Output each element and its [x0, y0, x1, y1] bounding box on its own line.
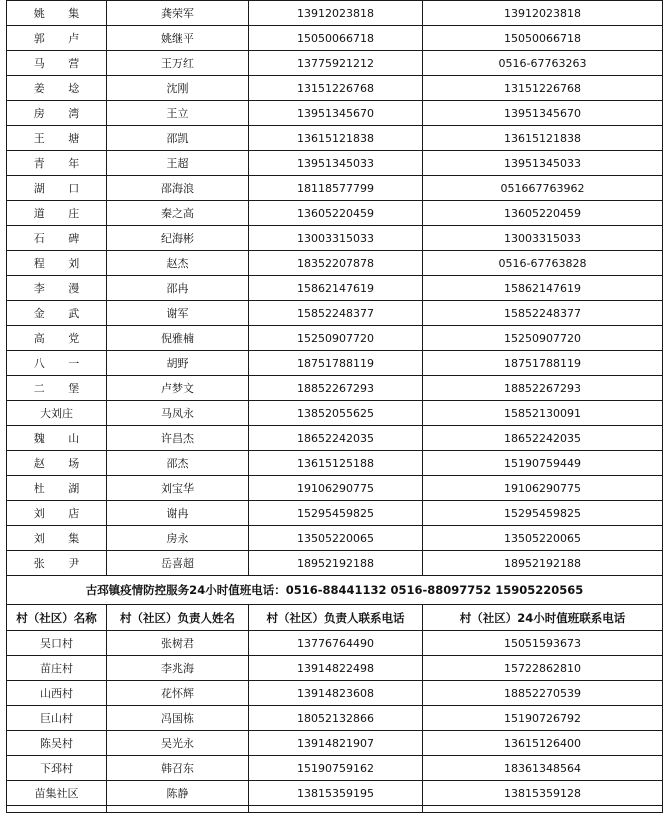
- village-name: 巨山村: [7, 706, 107, 731]
- duty-phone: 15295459825: [423, 501, 663, 526]
- header-leader-phone: 村（社区）负责人联系电话: [249, 605, 423, 631]
- duty-phone: 13605220459: [423, 201, 663, 226]
- hotline-banner-row: [7, 576, 663, 605]
- leader-name: 龚荣军: [107, 1, 249, 26]
- table-row: [7, 806, 663, 813]
- duty-phone: 13912023818: [423, 1, 663, 26]
- table-row: [7, 301, 663, 326]
- duty-phone: 13151226768: [423, 76, 663, 101]
- leader-name: 王超: [107, 151, 249, 176]
- duty-phone: 13951345670: [423, 101, 663, 126]
- leader-phone: 13815359195: [249, 781, 423, 806]
- leader-phone: 13914823608: [249, 681, 423, 706]
- duty-phone: 15852248377: [423, 301, 663, 326]
- village-name: 姜 埝: [7, 76, 107, 101]
- table-row: [7, 26, 663, 51]
- table-row: [7, 276, 663, 301]
- duty-phone: 15852130091: [423, 401, 663, 426]
- village-name: 山西村: [7, 681, 107, 706]
- duty-phone: 13003315033: [423, 226, 663, 251]
- leader-phone: 13505220065: [249, 526, 423, 551]
- table-row: [7, 1, 663, 26]
- duty-phone: 13615121838: [423, 126, 663, 151]
- leader-name: 邵杰: [107, 451, 249, 476]
- duty-phone: 13615126400: [423, 731, 663, 756]
- hotline-banner: 古邳镇疫情防控服务24小时值班电话：0516-88441132 0516-88097752 15905220565: [7, 576, 663, 605]
- village-name: 金 武: [7, 301, 107, 326]
- table-row: [7, 551, 663, 576]
- leader-phone: 18852267293: [249, 376, 423, 401]
- duty-phone: 13951345033: [423, 151, 663, 176]
- leader-phone: 13776764490: [249, 631, 423, 656]
- table-row: [7, 126, 663, 151]
- duty-phone: 15051593673: [423, 631, 663, 656]
- leader-phone: 13151226768: [249, 76, 423, 101]
- header-village: 村（社区）名称: [7, 605, 107, 631]
- table-row: [7, 376, 663, 401]
- table-row: [7, 781, 663, 806]
- empty-cell: [249, 806, 423, 813]
- table-row: [7, 526, 663, 551]
- leader-name: 谢冉: [107, 501, 249, 526]
- village-name: 姚 集: [7, 1, 107, 26]
- duty-phone: 15050066718: [423, 26, 663, 51]
- duty-phone: 15250907720: [423, 326, 663, 351]
- leader-name: 岳喜超: [107, 551, 249, 576]
- empty-cell: [107, 806, 249, 813]
- leader-phone: 15852248377: [249, 301, 423, 326]
- village-name: 刘 集: [7, 526, 107, 551]
- table-row: [7, 151, 663, 176]
- table-row: [7, 681, 663, 706]
- village-name: 下邳村: [7, 756, 107, 781]
- leader-name: 谢军: [107, 301, 249, 326]
- duty-phone: 19106290775: [423, 476, 663, 501]
- table-row: [7, 756, 663, 781]
- duty-phone: 15190759449: [423, 451, 663, 476]
- village-name: 石 碑: [7, 226, 107, 251]
- contact-table: [6, 0, 663, 813]
- leader-phone: 15050066718: [249, 26, 423, 51]
- table-row: [7, 251, 663, 276]
- leader-name: 刘宝华: [107, 476, 249, 501]
- leader-name: 冯国栋: [107, 706, 249, 731]
- village-name: 湖 口: [7, 176, 107, 201]
- leader-phone: 13775921212: [249, 51, 423, 76]
- leader-phone: 18352207878: [249, 251, 423, 276]
- leader-phone: 15862147619: [249, 276, 423, 301]
- table-row: [7, 656, 663, 681]
- leader-phone: 13951345670: [249, 101, 423, 126]
- leader-name: 张树君: [107, 631, 249, 656]
- leader-name: 韩召东: [107, 756, 249, 781]
- leader-phone: 18052132866: [249, 706, 423, 731]
- village-name: 苗庄村: [7, 656, 107, 681]
- duty-phone: 13505220065: [423, 526, 663, 551]
- leader-phone: 18952192188: [249, 551, 423, 576]
- leader-name: 吴光永: [107, 731, 249, 756]
- village-name: 马 营: [7, 51, 107, 76]
- leader-phone: 18751788119: [249, 351, 423, 376]
- leader-phone: 13912023818: [249, 1, 423, 26]
- table-row: [7, 351, 663, 376]
- village-name: 大刘庄: [7, 401, 107, 426]
- leader-phone: 15250907720: [249, 326, 423, 351]
- village-name: 房 湾: [7, 101, 107, 126]
- duty-phone: 18751788119: [423, 351, 663, 376]
- table-row: [7, 176, 663, 201]
- village-name: 苗集社区: [7, 781, 107, 806]
- leader-phone: 19106290775: [249, 476, 423, 501]
- leader-phone: 13605220459: [249, 201, 423, 226]
- village-name: 王 塘: [7, 126, 107, 151]
- table-row: [7, 451, 663, 476]
- duty-phone: 15862147619: [423, 276, 663, 301]
- leader-name: 秦之高: [107, 201, 249, 226]
- leader-name: 王立: [107, 101, 249, 126]
- duty-phone: 18952192188: [423, 551, 663, 576]
- leader-phone: 18118577799: [249, 176, 423, 201]
- village-name: 高 党: [7, 326, 107, 351]
- leader-name: 王万红: [107, 51, 249, 76]
- header-duty-phone: 村（社区）24小时值班联系电话: [423, 605, 663, 631]
- leader-name: 倪雅楠: [107, 326, 249, 351]
- header-row: [7, 605, 663, 631]
- duty-phone: 051667763962: [423, 176, 663, 201]
- leader-phone: 18652242035: [249, 426, 423, 451]
- table-row: [7, 51, 663, 76]
- village-name: 二 堡: [7, 376, 107, 401]
- village-name: 八 一: [7, 351, 107, 376]
- leader-name: 许昌杰: [107, 426, 249, 451]
- duty-phone: 18361348564: [423, 756, 663, 781]
- leader-phone: 13615121838: [249, 126, 423, 151]
- empty-cell: [423, 806, 663, 813]
- leader-phone: 13914821907: [249, 731, 423, 756]
- leader-name: 胡野: [107, 351, 249, 376]
- leader-phone: 13003315033: [249, 226, 423, 251]
- leader-name: 纪海彬: [107, 226, 249, 251]
- village-name: 杜 湖: [7, 476, 107, 501]
- village-name: 陈吴村: [7, 731, 107, 756]
- duty-phone: 13815359128: [423, 781, 663, 806]
- table-row: [7, 706, 663, 731]
- leader-name: 花怀辉: [107, 681, 249, 706]
- leader-phone: 13951345033: [249, 151, 423, 176]
- village-name: 魏 山: [7, 426, 107, 451]
- leader-name: 姚继平: [107, 26, 249, 51]
- contact-sheet: [6, 0, 662, 813]
- village-name: 青 年: [7, 151, 107, 176]
- leader-name: 李兆海: [107, 656, 249, 681]
- table-row: [7, 226, 663, 251]
- leader-phone: 15190759162: [249, 756, 423, 781]
- leader-name: 沈刚: [107, 76, 249, 101]
- leader-name: 邵海浪: [107, 176, 249, 201]
- duty-phone: 18852267293: [423, 376, 663, 401]
- duty-phone: 18852270539: [423, 681, 663, 706]
- leader-phone: 13615125188: [249, 451, 423, 476]
- leader-name: 赵杰: [107, 251, 249, 276]
- table-row: [7, 76, 663, 101]
- header-leader: 村（社区）负责人姓名: [107, 605, 249, 631]
- village-name: 张 尹: [7, 551, 107, 576]
- table-row: [7, 501, 663, 526]
- leader-phone: 15295459825: [249, 501, 423, 526]
- leader-name: 卢梦文: [107, 376, 249, 401]
- leader-name: 陈静: [107, 781, 249, 806]
- table-row: [7, 326, 663, 351]
- leader-phone: 13852055625: [249, 401, 423, 426]
- duty-phone: 15722862810: [423, 656, 663, 681]
- leader-phone: 13914822498: [249, 656, 423, 681]
- leader-name: 邵凯: [107, 126, 249, 151]
- duty-phone: 18652242035: [423, 426, 663, 451]
- village-name: 刘 店: [7, 501, 107, 526]
- village-name: 道 庄: [7, 201, 107, 226]
- village-name: 赵 场: [7, 451, 107, 476]
- village-name: 吴口村: [7, 631, 107, 656]
- leader-name: 马凤永: [107, 401, 249, 426]
- table-row: [7, 401, 663, 426]
- village-name: 程 刘: [7, 251, 107, 276]
- table-row: [7, 426, 663, 451]
- village-name: 李 漫: [7, 276, 107, 301]
- duty-phone: 0516-67763828: [423, 251, 663, 276]
- duty-phone: 15190726792: [423, 706, 663, 731]
- table-row: [7, 476, 663, 501]
- empty-cell: [7, 806, 107, 813]
- village-name: 郭 卢: [7, 26, 107, 51]
- leader-name: 房永: [107, 526, 249, 551]
- table-row: [7, 731, 663, 756]
- table-row: [7, 631, 663, 656]
- leader-name: 邵冉: [107, 276, 249, 301]
- table-row: [7, 201, 663, 226]
- table-row: [7, 101, 663, 126]
- duty-phone: 0516-67763263: [423, 51, 663, 76]
